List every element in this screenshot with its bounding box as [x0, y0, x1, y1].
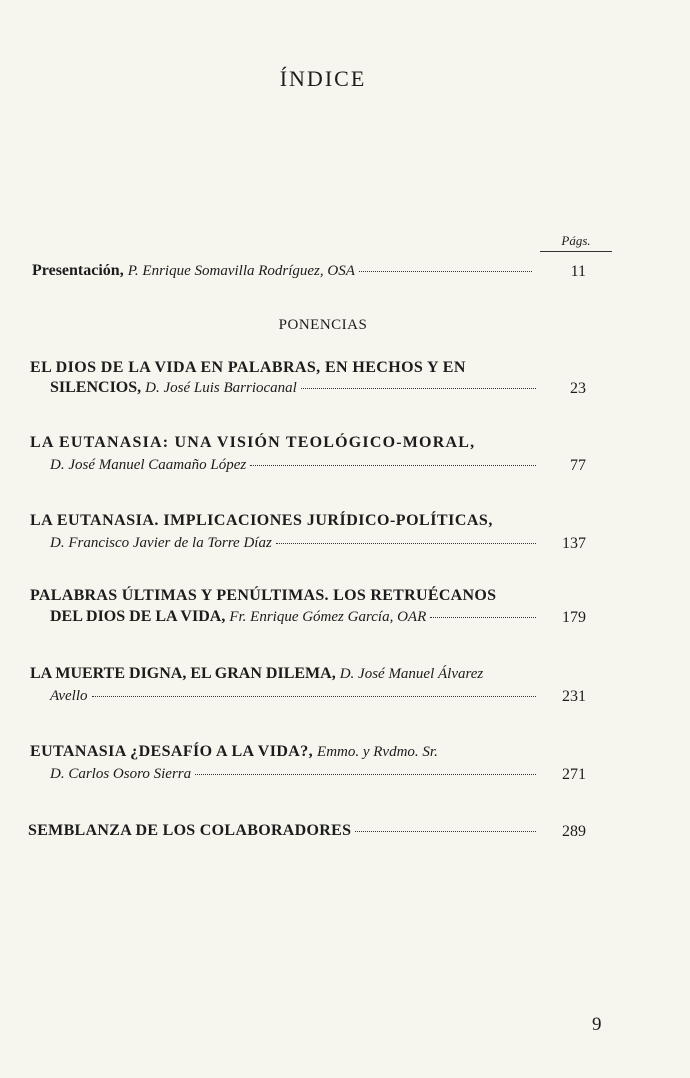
- toc-entry-author: D. José Manuel Caamaño López: [50, 457, 247, 473]
- leader-dots: [195, 773, 536, 775]
- toc-entry-title[interactable]: LA EUTANASIA. IMPLICACIONES JURÍDICO-POLÍTICAS,: [30, 512, 493, 529]
- toc-entry-author: D. Carlos Osoro Sierra: [50, 766, 192, 782]
- toc-entry[interactable]: [50, 686, 536, 706]
- toc-entry-title: SEMBLANZA DE LOS COLABORADORES: [28, 822, 352, 839]
- page-number: 9: [592, 1014, 602, 1035]
- leader-dots: [92, 695, 537, 697]
- toc-entry-author: P. Enrique Somavilla Rodríguez, OSA: [127, 263, 355, 279]
- toc-entry[interactable]: [50, 378, 536, 398]
- toc-entry[interactable]: [30, 664, 536, 684]
- toc-page-number: 77: [570, 457, 586, 474]
- toc-entry[interactable]: [50, 764, 536, 784]
- leader-dots: [430, 616, 536, 618]
- leader-dots: [301, 387, 536, 389]
- toc-entry-label: Presentación,: [32, 262, 124, 279]
- toc-page-number: 179: [562, 609, 586, 626]
- toc-entry-title[interactable]: PALABRAS ÚLTIMAS Y PENÚLTIMAS. LOS RETRUÉCANOS: [30, 587, 497, 604]
- leader-dots: [250, 464, 536, 466]
- toc-entry[interactable]: [50, 607, 536, 627]
- leader-dots: [355, 830, 536, 832]
- toc-entry[interactable]: [50, 533, 536, 553]
- toc-entry-presentation[interactable]: [32, 261, 532, 281]
- toc-entry-title: EUTANASIA ¿DESAFÍO A LA VIDA?,: [30, 743, 314, 760]
- toc-entry-author: Emmo. y Rvdmo. Sr.: [317, 744, 438, 760]
- toc-page-number: 137: [562, 535, 586, 552]
- toc-entry[interactable]: [50, 455, 536, 475]
- toc-entry-author: D. José Manuel Álvarez: [339, 666, 484, 682]
- pages-column-label: Págs.: [540, 233, 612, 252]
- toc-entry[interactable]: [30, 742, 536, 762]
- toc-entry-title: DEL DIOS DE LA VIDA,: [50, 608, 226, 625]
- toc-entry-author: D. José Luis Barriocanal: [145, 380, 297, 396]
- toc-page-number: 11: [570, 263, 586, 280]
- toc-entry-author: D. Francisco Javier de la Torre Díaz: [50, 535, 272, 551]
- toc-page-number: 289: [562, 823, 586, 840]
- toc-entry-author: Fr. Enrique Gómez García, OAR: [229, 609, 427, 625]
- toc-page-number: 271: [562, 766, 586, 783]
- toc-entry-contributors[interactable]: [28, 821, 536, 841]
- page-title: ÍNDICE: [279, 66, 367, 91]
- section-heading: PONENCIAS: [278, 317, 368, 333]
- toc-entry-author: Avello: [50, 688, 88, 704]
- toc-entry-title[interactable]: LA EUTANASIA: UNA VISIÓN TEOLÓGICO-MORAL,: [30, 434, 476, 451]
- toc-page-number: 23: [570, 380, 586, 397]
- toc-entry-title: SILENCIOS,: [50, 379, 142, 396]
- leader-dots: [359, 270, 532, 272]
- leader-dots: [276, 542, 536, 544]
- toc-entry-title: LA MUERTE DIGNA, EL GRAN DILEMA,: [30, 665, 336, 682]
- toc-page-number: 231: [562, 688, 586, 705]
- toc-entry-title[interactable]: EL DIOS DE LA VIDA EN PALABRAS, EN HECHOS Y EN: [30, 359, 466, 376]
